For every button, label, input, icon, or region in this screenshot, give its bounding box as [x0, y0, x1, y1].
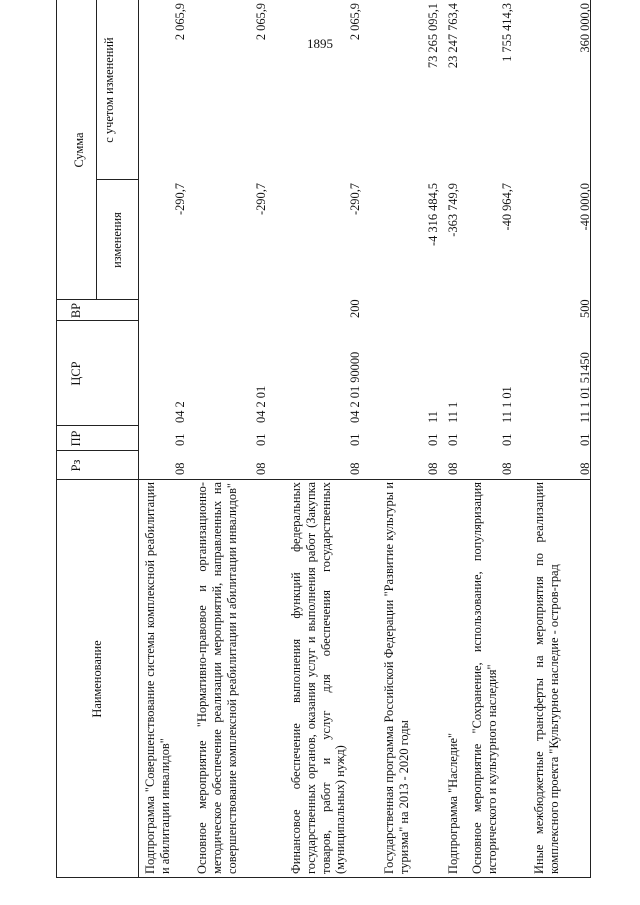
row-rz: 08	[500, 462, 514, 475]
header-with-changes: с учетом изменений	[102, 37, 116, 143]
row-vr: 500	[578, 299, 592, 318]
row-change: -363 749,9	[446, 183, 460, 237]
header-csr: ЦСР	[69, 361, 83, 386]
row-vr: 200	[348, 299, 362, 318]
row-name: Подпрограмма "Наследие"	[446, 732, 460, 874]
sum-split-line	[96, 0, 97, 300]
row-pr: 01	[173, 433, 187, 446]
header-rz: Рз	[69, 459, 83, 472]
row-pr: 01	[446, 433, 460, 446]
col-line-1	[56, 479, 590, 480]
row-total: 73 265 095,1	[426, 3, 440, 69]
header-name: Наименование	[90, 640, 104, 718]
row-pr: 01	[578, 433, 592, 446]
row-rz: 08	[348, 462, 362, 475]
row-name: Финансовое обеспечение выполнения функций федеральных государственных органов, оказания услуг и выполнения работ (Закупка товаров, работ и услуг для обеспечения государственных (муниципальных) нужд)	[289, 482, 348, 874]
row-change: -4 316 484,5	[426, 183, 440, 246]
row-csr: 11 1 01	[500, 386, 514, 423]
row-pr: 01	[348, 433, 362, 446]
header-changes: изменения	[110, 212, 124, 268]
row-name: Государственная программа Российской Федерации "Развитие культуры и туризма" на 2013 - 2020 годы	[382, 482, 411, 874]
row-total: 23 247 763,4	[446, 3, 460, 69]
row-change: -290,7	[173, 183, 187, 216]
header-sum: Сумма	[72, 132, 86, 168]
row-change: -290,7	[348, 183, 362, 216]
row-total: 2 065,9	[254, 3, 268, 41]
header-vr: ВР	[69, 302, 83, 319]
row-rz: 08	[254, 462, 268, 475]
row-change: -290,7	[254, 183, 268, 216]
row-total: 360 000,0	[578, 3, 592, 53]
border-top	[56, 0, 57, 878]
row-name: Основное мероприятие "Сохранение, использование, популяризация исторического и культурного наследия"	[470, 482, 499, 874]
row-name: Иные межбюджетные трансферты на мероприятия по реализации комплексного проекта "Культурное наследие - остров-град	[532, 482, 561, 874]
row-total: 2 065,9	[173, 3, 187, 41]
header-pr: ПР	[69, 430, 83, 447]
row-rz: 08	[578, 462, 592, 475]
row-csr: 04 2 01	[254, 385, 268, 423]
row-csr: 04 2 01 90000	[348, 351, 362, 423]
row-total: 1 755 414,3	[500, 3, 514, 62]
row-csr: 11	[426, 411, 440, 423]
row-rz: 08	[426, 462, 440, 475]
row-name: Основное мероприятие "Нормативно-правовое и организационно-методическое обеспечение реализации мероприятий, направленных на совершенствование комплексной реабилитации и абилитации инвалидов"	[195, 482, 239, 874]
row-change: -40 000,0	[578, 183, 592, 231]
row-csr: 04 2	[173, 401, 187, 423]
row-pr: 01	[500, 433, 514, 446]
row-total: 2 065,9	[348, 3, 362, 41]
row-rz: 08	[173, 462, 187, 475]
row-pr: 01	[254, 433, 268, 446]
page-number: 1895	[307, 36, 333, 51]
border-left	[56, 877, 590, 878]
header-divider	[138, 0, 139, 878]
row-name: Подпрограмма "Совершенствование системы комплексной реабилитации и абилитации инвалидов"	[143, 482, 172, 874]
row-csr: 11 1	[446, 401, 460, 423]
row-rz: 08	[446, 462, 460, 475]
row-pr: 01	[426, 433, 440, 446]
row-csr: 11 1 01 51450	[578, 352, 592, 423]
row-change: -40 964,7	[500, 183, 514, 231]
